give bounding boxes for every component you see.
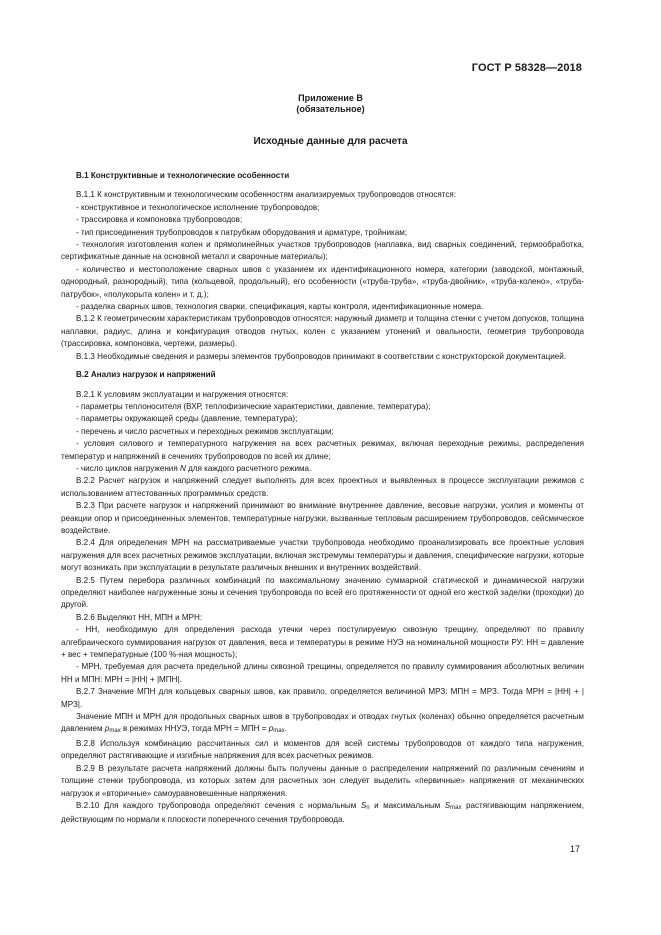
paragraph: В.2.4 Для определения МРН на рассматриваемые участки трубопровода необходимо проанализировать все проектные условия нагружения для всех расчетных режимов эксплуатации, включая экстремумы температуры и давления, специфические нагрузки, которые могут возникать при эксплуатации в результате различных внешних и внутренних воздействий. [61, 538, 584, 573]
text-fragment: растягивающим напряжением, действующим по нормали к плоскости поперечного сечения трубопровода. [61, 800, 584, 825]
list-item: - параметры теплоносителя (ВХР, теплофизические характеристики, давление, температура); [76, 401, 431, 411]
paragraph: В.2.6 Выделяют НН, МПН и МРН: [76, 612, 203, 622]
list-item: - количество и местоположение сварных швов с указанием их идентификационного номера, категории (заводской, монтажный, однородный, разнородный), типа (кольцевой, продольный), его особенности («труба-труба», «труба-двойник», «труба-колено», «труба-патрубок», «полукорыта колен» и т. д.); [61, 264, 584, 299]
section-heading: В.2 Анализ нагрузок и напряжений [76, 370, 216, 380]
list-item: - НН, необходимую для определения расхода утечки через постулируемую сквозную трещину, определяют по правилу алгебраического суммирования нагрузок от давления, веса и температуры в режиме НУЭ на номинальной мощности РУ: НН = давление + вес + температурные (100 %-ная мощность); [61, 625, 584, 660]
text-fragment: для каждого расчетного режима. [185, 463, 312, 473]
list-item [61, 463, 584, 475]
paragraph: В.2.8 Используя комбинацию рассчитанных сил и моментов для всей системы трубопроводов от каждого типа нагружения, определяют растягивающие и изгибные напряжения для всех расчетных режимов. [61, 738, 584, 761]
subscript: max [109, 728, 121, 735]
paragraph: В.2.2 Расчет нагрузок и напряжений следует выполнять для всех проектных и выявленных в процессе эксплуатации режимов с использованием аттестованных программных средств. [61, 476, 584, 498]
text-fragment: и максимальным [369, 800, 445, 810]
list-item: - параметры окружающей среды (давление, температура); [76, 414, 298, 424]
text-fragment: - число циклов нагружения [76, 463, 180, 473]
appendix-heading [0, 93, 661, 115]
paragraph: В.2.1 К условиям эксплуатации и нагружения относятся: [76, 389, 289, 399]
paragraph: В.1.1 К конструктивным и технологическим особенностям анализируемых трубопроводов относятся: [76, 190, 457, 200]
list-item: - условия силового и температурного нагружения на всех расчетных режимах, включая переходные режимы, распределения температур и напряжений в сечениях трубопроводов по всей их длине; [61, 439, 584, 461]
list-item: - трассировка и компоновка трубопроводов; [76, 215, 243, 225]
paragraph: В.2.5 Путем перебора различных комбинаций по максимальному значению суммарной статической и динамической нагрузки определяют наиболее нагруженные зоны и сечения трубопровода по всей его протяженности от одной его жесткой заделки (проходки) до другой. [61, 575, 584, 610]
paragraph: В.2.9 В результате расчета напряжений должны быть получены данные о распределении напряжений по различным сечениям и толщине стенки трубопровода, из которых затем для расчетных зон следует выделить «первичные» напряжения от механических нагрузок и «вторичные» самоуравновешенные напряжения. [61, 763, 584, 798]
text-fragment: в режимах ННУЭ, тогда МРН = МПН = [120, 724, 269, 734]
page-number: 17 [569, 844, 580, 854]
body-text [61, 170, 584, 827]
subscript: n [366, 804, 370, 811]
symbol-p: p [268, 724, 274, 734]
list-item: - МРН, требуемая для расчета предельной длины сквозной трещины, определяется по правилу суммирования абсолютных величин НН и МПН: МРН = |НН| + |МПН|. [61, 662, 584, 684]
paragraph: В.2.7 Значение МПН для кольцевых сварных швов, как правило, определяется величиной МРЗ: МПН = МРЗ. Тогда МРН = |НН| + |МРЗ|. [61, 687, 584, 709]
subscript: max [273, 728, 285, 735]
appendix-status: (обязательное) [296, 104, 365, 114]
page-title: Исходные данные для расчета [253, 136, 408, 147]
text-fragment: В.2.10 Для каждого трубопровода определяют сечения с нормальным [76, 800, 361, 810]
symbol-s: S [360, 800, 367, 810]
list-item: - разделка сварных швов, технология сварки, спецификация, карты контроля, идентификационные номера. [76, 302, 484, 312]
subscript: max [450, 804, 462, 811]
appendix-label: Приложение В [298, 93, 363, 103]
section-heading: В.1 Конструктивные и технологические особенности [76, 171, 290, 180]
list-item: - конструктивное и технологическое исполнение трубопроводов; [76, 202, 320, 212]
standard-number: ГОСТ Р 58328—2018 [471, 62, 582, 74]
symbol-p: p [104, 724, 110, 734]
list-item: - тип присоединения трубопроводов к патрубкам оборудования и арматуре, тройникам; [76, 227, 408, 237]
paragraph: В.2.3 При расчете нагрузок и напряжений принимают во внимание внутреннее давление, весовые нагрузки, усилия и моменты от реакции опор и присоединенных элементов, температурные нагрузки, вызванные тепловым расширением трубопроводов, сейсмическое воздействие. [61, 501, 584, 535]
paragraph [61, 711, 584, 738]
list-item: - технология изготовления колен и прямолинейных участков трубопроводов (наплавка, вид сварных соединений, термообработка, сертификатные данные на основной металл и сварочные материалы); [61, 240, 584, 262]
paragraph: В.1.3 Необходимые сведения и размеры элементов трубопроводов принимают в соответствии с конструкторской документацией. [76, 351, 567, 361]
text-fragment: . [284, 724, 287, 734]
list-item: - перечень и число расчетных и переходных режимов эксплуатации; [76, 426, 334, 436]
paragraph: В.1.2 К геометрическим характеристикам трубопроводов относятся: наружный диаметр и толщина стенки с учетом допусков, толщина наплавки, радиус, длина и конфигурация отводов гнутых, колен с указанием утонений и овальности, геометрия трубопровода (трассировка, компоновка, чертежи, размеры). [61, 314, 584, 349]
text-fragment: Значение МПН и МРН для продольных сварных швов в трубопроводах и отводах гнутых (коленах) обычно определяется расчетным давлением [61, 712, 584, 734]
symbol-s: S [444, 800, 451, 810]
variable-n: N [179, 463, 186, 473]
paragraph [61, 800, 584, 827]
